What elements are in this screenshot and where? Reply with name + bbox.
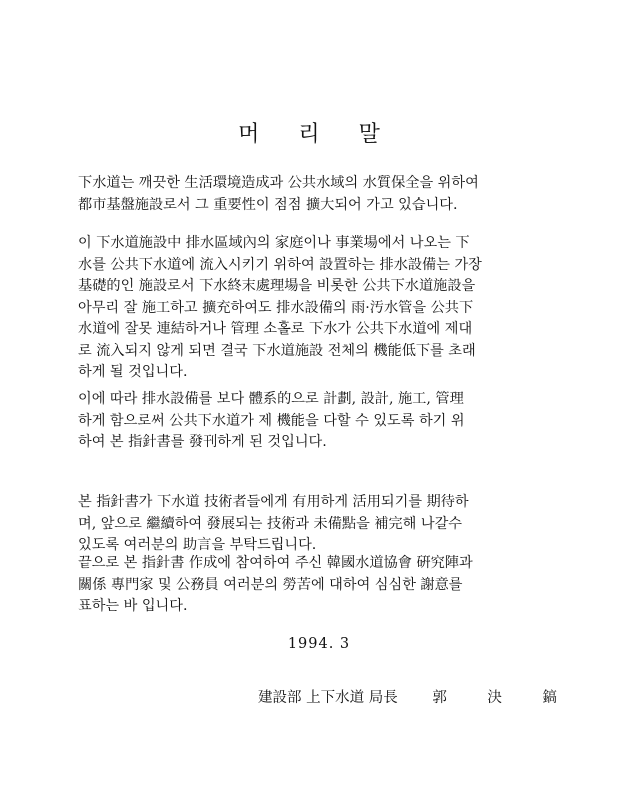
paragraph-3 bbox=[78, 389, 544, 454]
paragraph-line: 본 指針書가 下水道 技術者들에게 有用하게 活用되기를 期待하 bbox=[78, 494, 469, 510]
paragraph-1 bbox=[78, 173, 544, 216]
page-title: 머 리 말 bbox=[238, 122, 396, 147]
signature-block bbox=[258, 686, 575, 707]
paragraph-line: 水道에 잘못 連結하거나 管理 소홀로 下水가 公共下水道에 제대 bbox=[78, 321, 473, 337]
paragraph-line: 하게 될 것입니다. bbox=[78, 364, 188, 380]
paragraph-line: 水를 公共下水道에 流入시키기 위하여 設置하는 排水設備는 가장 bbox=[78, 256, 482, 273]
paragraph-line: 關係 專門家 및 公務員 여러분의 勞苦에 대하여 심심한 謝意를 bbox=[78, 576, 463, 593]
paragraph-line: 아무리 잘 施工하고 擴充하여도 排水設備의 雨·汚水管을 公共下 bbox=[78, 299, 474, 316]
paragraph-line: 都市基盤施設로서 그 重要性이 점점 擴大되어 가고 있습니다. bbox=[78, 196, 458, 213]
paragraph-line: 이 下水道施設中 排水區域內의 家庭이나 事業場에서 나오는 下 bbox=[78, 235, 470, 251]
paragraph-line: 있도록 여러분의 助言을 부탁드립니다. bbox=[78, 537, 317, 553]
document-date: 1994. 3 bbox=[287, 636, 351, 652]
paragraph-line: 하게 함으로써 公共下水道가 제 機能을 다할 수 있도록 하기 위 bbox=[78, 412, 465, 429]
paragraph-5 bbox=[78, 553, 544, 618]
paragraph-line: 끝으로 본 指針書 作成에 참여하여 주신 韓國水道協會 硏究陣과 bbox=[78, 555, 473, 571]
paragraph-2 bbox=[78, 233, 544, 384]
paragraph-line: 표하는 바 입니다. bbox=[78, 598, 188, 614]
paragraph-4 bbox=[78, 492, 544, 557]
paragraph-line: 이에 따라 排水設備를 보다 體系的으로 計劃, 設計, 施工, 管理 bbox=[78, 391, 464, 407]
signature-name: 郭 決 鎬 bbox=[432, 690, 576, 706]
paragraph-line: 며, 앞으로 繼續하여 發展되는 技術과 未備點을 補完해 나갈수 bbox=[78, 515, 463, 532]
paragraph-line: 下水道는 깨끗한 生活環境造成과 公共水域의 水質保全을 위하여 bbox=[78, 175, 479, 191]
paragraph-line: 基礎的인 施設로서 下水終末處理場을 비롯한 公共下水道施設을 bbox=[78, 278, 476, 294]
paragraph-line: 로 流入되지 않게 되면 결국 下水道施設 전체의 機能低下를 초래 bbox=[78, 342, 476, 359]
signature-organization: 建設部 上下水道 局長 bbox=[258, 690, 398, 706]
paragraph-line: 하여 본 指針書를 發刊하게 된 것입니다. bbox=[78, 434, 327, 450]
